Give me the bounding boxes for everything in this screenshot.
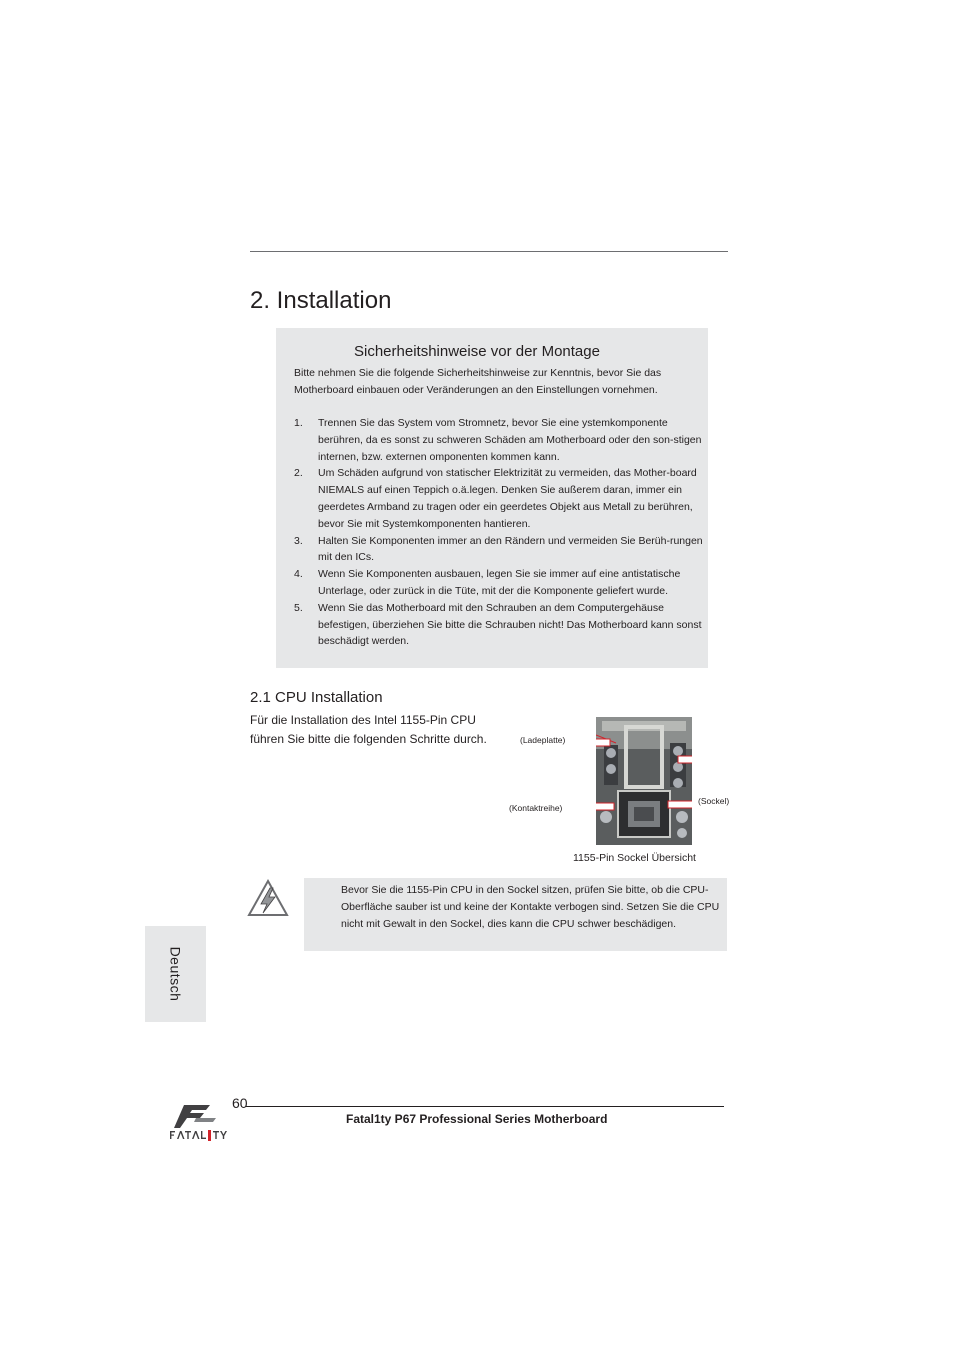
list-number: 1. <box>294 417 303 429</box>
label-kontaktreihe: (Kontaktreihe) <box>509 803 563 813</box>
list-number: 4. <box>294 568 303 581</box>
list-number: 3. <box>294 534 303 547</box>
list-item <box>294 600 706 650</box>
list-number: 5. <box>294 601 303 614</box>
fatal1ty-logo <box>166 1101 230 1143</box>
list-number: 2. <box>294 467 303 480</box>
top-rule <box>250 251 728 252</box>
safety-list <box>294 415 706 650</box>
list-item <box>294 415 706 465</box>
list-item <box>294 533 706 567</box>
list-text: Trennen Sie das System vom Stromnetz, bevor Sie eine ystemkomponente berühren, da es sonst zu schweren Schäden am Motherboard oder den son-stigen internen, bzw. externen omponenten kommen kann. <box>318 417 702 463</box>
list-item <box>294 566 706 600</box>
label-ladeplatte: (Ladeplatte) <box>520 735 566 745</box>
safety-intro: Bitte nehmen Sie die folgende Sicherheitshinweise zur Kenntnis, bevor Sie das Motherboard einbauen oder Veränderungen an den Einstellungen vornehmen. <box>294 367 662 396</box>
safety-heading: Sicherheitshinweise vor der Montage <box>354 343 600 360</box>
page-number: 60 <box>232 1095 248 1111</box>
footer-title: Fatal1ty P67 Professional Series Motherboard <box>346 1112 608 1126</box>
footer-rule <box>246 1106 724 1107</box>
list-text: Wenn Sie das Motherboard mit den Schrauben an dem Computergehäuse befestigen, überziehen Sie bitte die Schrauben nicht! Das Motherboard kann sonst beschädigt werden. <box>318 601 702 648</box>
figure-caption: 1155-Pin Sockel Übersicht <box>573 852 696 864</box>
list-text: Halten Sie Komponenten immer an den Rändern und vermeiden Sie Berüh-rungen mit den ICs. <box>318 534 703 564</box>
language-tab-text: Deutsch <box>167 946 184 1002</box>
list-text: Wenn Sie Komponenten ausbauen, legen Sie sie immer auf eine antistatische Unterlage, oder zurück in die Tüte, mit der die Komponente geliefert wurde. <box>318 568 681 597</box>
lightning-triangle-icon <box>246 878 290 918</box>
label-sockel: (Sockel) <box>698 796 730 806</box>
page-title: 2. Installation <box>250 287 392 314</box>
cpu-installation-heading: 2.1 CPU Installation <box>250 689 383 706</box>
list-item <box>294 465 706 532</box>
cpu-intro: Für die Installation des Intel 1155-Pin CPU führen Sie bitte die folgenden Schritte durch. <box>250 713 487 746</box>
cpu-socket-photo <box>596 717 692 845</box>
language-tab-label <box>145 926 206 1022</box>
warning-text: Bevor Sie die 1155-Pin CPU in den Sockel sitzen, prüfen Sie bitte, ob die CPU-Oberfläche sauber ist und keine der Kontakte verbogen sind. Setzen Sie die CPU nicht mit Gewalt in den Sockel, dies kann die CPU schwer beschädigen. <box>341 884 720 930</box>
list-text: Um Schäden aufgrund von statischer Elektrizität zu vermeiden, das Mother-board NIEMALS auf einen Teppich o.ä.legen. Denken Sie außerem daran, immer ein geerdetes Armband zu tragen oder ein geerdetes Objekt aus Metall zu berühren, bevor Sie mit Systemkomponenten hantieren. <box>318 467 697 530</box>
